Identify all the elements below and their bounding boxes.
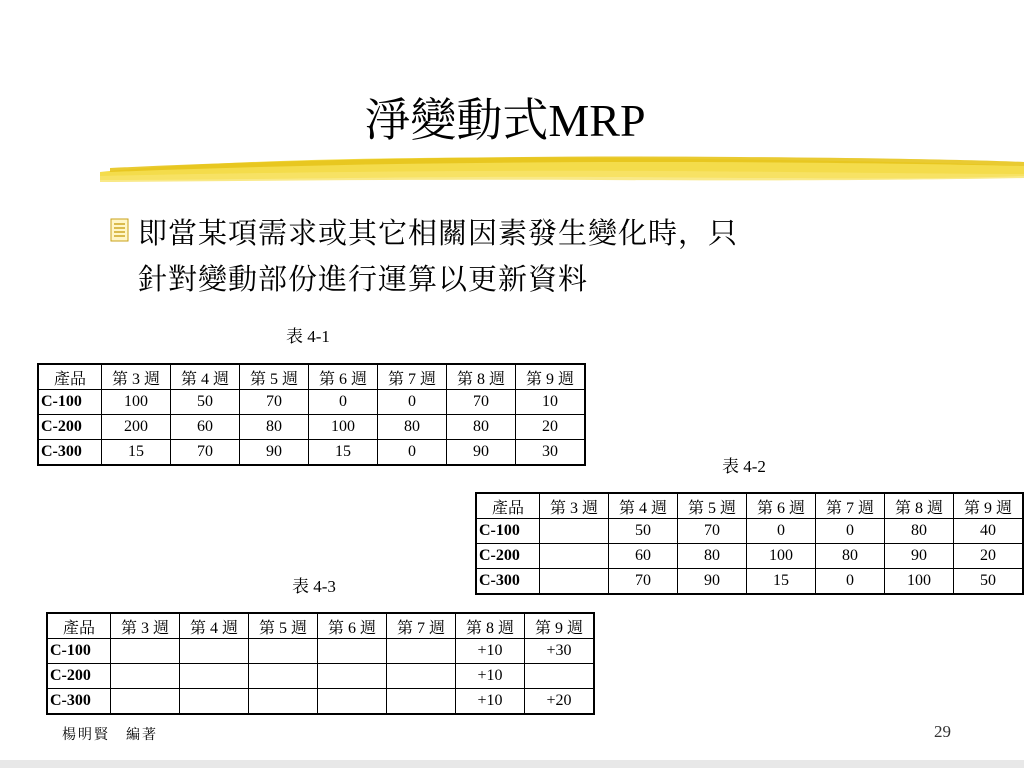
quantity-cell bbox=[387, 689, 456, 715]
table-row bbox=[38, 390, 585, 415]
column-header-week: 第 4 週 bbox=[171, 364, 240, 390]
table1-caption: 表 4-1 bbox=[286, 327, 330, 346]
quantity-cell: 90 bbox=[240, 440, 309, 466]
column-header-week: 第 5 週 bbox=[678, 493, 747, 519]
quantity-cell: +30 bbox=[525, 639, 595, 664]
quantity-cell: 40 bbox=[954, 519, 1024, 544]
quantity-cell: 15 bbox=[102, 440, 171, 466]
quantity-cell: 10 bbox=[516, 390, 586, 415]
quantity-cell: 50 bbox=[954, 569, 1024, 595]
quantity-cell: 200 bbox=[102, 415, 171, 440]
quantity-cell: 90 bbox=[678, 569, 747, 595]
column-header-week: 第 9 週 bbox=[516, 364, 586, 390]
bottom-divider bbox=[0, 760, 1024, 768]
column-header-week: 第 4 週 bbox=[609, 493, 678, 519]
slide-title bbox=[0, 90, 1010, 151]
quantity-cell: 20 bbox=[954, 544, 1024, 569]
table-row bbox=[476, 544, 1023, 569]
quantity-cell: 0 bbox=[747, 519, 816, 544]
column-header-week: 第 8 週 bbox=[885, 493, 954, 519]
column-header-product: 產品 bbox=[476, 493, 540, 519]
column-header-week: 第 7 週 bbox=[387, 613, 456, 639]
quantity-cell: 100 bbox=[885, 569, 954, 595]
column-header-week: 第 3 週 bbox=[102, 364, 171, 390]
quantity-cell: 100 bbox=[309, 415, 378, 440]
table-row bbox=[38, 415, 585, 440]
bullet-line-1: 即當某項需求或其它相關因素發生變化時，只 bbox=[138, 216, 739, 250]
product-cell: C-300 bbox=[38, 440, 102, 466]
quantity-cell bbox=[111, 689, 180, 715]
quantity-cell: 70 bbox=[240, 390, 309, 415]
quantity-cell: 70 bbox=[171, 440, 240, 466]
table-row bbox=[47, 664, 594, 689]
quantity-cell bbox=[111, 639, 180, 664]
quantity-cell bbox=[318, 664, 387, 689]
quantity-cell: 0 bbox=[816, 519, 885, 544]
quantity-cell: 60 bbox=[609, 544, 678, 569]
quantity-cell: 0 bbox=[378, 440, 447, 466]
column-header-week: 第 7 週 bbox=[816, 493, 885, 519]
quantity-cell: 80 bbox=[447, 415, 516, 440]
quantity-cell bbox=[111, 664, 180, 689]
table-4-2 bbox=[475, 492, 1024, 595]
product-cell: C-100 bbox=[476, 519, 540, 544]
product-cell: C-300 bbox=[476, 569, 540, 595]
table-4-1 bbox=[37, 363, 586, 466]
quantity-cell: 80 bbox=[678, 544, 747, 569]
page-number: 29 bbox=[934, 722, 951, 741]
table-header-row bbox=[476, 493, 1023, 519]
column-header-week: 第 9 週 bbox=[525, 613, 595, 639]
quantity-cell bbox=[180, 664, 249, 689]
quantity-cell bbox=[249, 664, 318, 689]
column-header-week: 第 3 週 bbox=[540, 493, 609, 519]
quantity-cell: +10 bbox=[456, 664, 525, 689]
quantity-cell bbox=[249, 689, 318, 715]
quantity-cell: 80 bbox=[240, 415, 309, 440]
quantity-cell bbox=[318, 689, 387, 715]
column-header-week: 第 6 週 bbox=[318, 613, 387, 639]
quantity-cell bbox=[249, 639, 318, 664]
quantity-cell: 30 bbox=[516, 440, 586, 466]
quantity-cell: 0 bbox=[378, 390, 447, 415]
table-header-row bbox=[38, 364, 585, 390]
author-credit: 楊明賢 編著 bbox=[62, 727, 158, 743]
column-header-week: 第 5 週 bbox=[249, 613, 318, 639]
quantity-cell: +10 bbox=[456, 689, 525, 715]
quantity-cell: 15 bbox=[309, 440, 378, 466]
quantity-cell: 100 bbox=[102, 390, 171, 415]
quantity-cell bbox=[180, 689, 249, 715]
title-latin: MRP bbox=[548, 95, 646, 146]
notepad-bullet-icon bbox=[110, 218, 129, 242]
bullet-line-2: 針對變動部份進行運算以更新資料 bbox=[138, 262, 589, 296]
quantity-cell: 70 bbox=[447, 390, 516, 415]
product-cell: C-200 bbox=[38, 415, 102, 440]
table2-caption: 表 4-2 bbox=[722, 457, 766, 476]
quantity-cell bbox=[318, 639, 387, 664]
column-header-week: 第 6 週 bbox=[747, 493, 816, 519]
quantity-cell: 70 bbox=[609, 569, 678, 595]
quantity-cell: 20 bbox=[516, 415, 586, 440]
product-cell: C-200 bbox=[47, 664, 111, 689]
quantity-cell: 100 bbox=[747, 544, 816, 569]
bullet-text bbox=[138, 210, 990, 302]
quantity-cell: 50 bbox=[171, 390, 240, 415]
column-header-product: 產品 bbox=[38, 364, 102, 390]
quantity-cell: 0 bbox=[309, 390, 378, 415]
product-cell: C-300 bbox=[47, 689, 111, 715]
quantity-cell: 80 bbox=[378, 415, 447, 440]
quantity-cell: +10 bbox=[456, 639, 525, 664]
quantity-cell bbox=[525, 664, 595, 689]
product-cell: C-200 bbox=[476, 544, 540, 569]
quantity-cell: 0 bbox=[816, 569, 885, 595]
column-header-week: 第 8 週 bbox=[447, 364, 516, 390]
quantity-cell: 90 bbox=[447, 440, 516, 466]
quantity-cell bbox=[540, 569, 609, 595]
product-cell: C-100 bbox=[38, 390, 102, 415]
quantity-cell: 80 bbox=[816, 544, 885, 569]
quantity-cell: +20 bbox=[525, 689, 595, 715]
quantity-cell: 60 bbox=[171, 415, 240, 440]
quantity-cell bbox=[387, 664, 456, 689]
quantity-cell bbox=[540, 544, 609, 569]
column-header-week: 第 7 週 bbox=[378, 364, 447, 390]
quantity-cell bbox=[387, 639, 456, 664]
quantity-cell bbox=[540, 519, 609, 544]
table-4-3 bbox=[46, 612, 595, 715]
quantity-cell: 15 bbox=[747, 569, 816, 595]
product-cell: C-100 bbox=[47, 639, 111, 664]
table-header-row bbox=[47, 613, 594, 639]
table-row bbox=[476, 569, 1023, 595]
title-cjk: 淨變動式 bbox=[364, 93, 549, 147]
table-row bbox=[476, 519, 1023, 544]
column-header-week: 第 3 週 bbox=[111, 613, 180, 639]
title-underline-brush-stroke bbox=[100, 150, 1024, 186]
column-header-week: 第 9 週 bbox=[954, 493, 1024, 519]
bullet-point bbox=[110, 210, 990, 302]
quantity-cell: 80 bbox=[885, 519, 954, 544]
quantity-cell: 90 bbox=[885, 544, 954, 569]
column-header-product: 產品 bbox=[47, 613, 111, 639]
column-header-week: 第 5 週 bbox=[240, 364, 309, 390]
column-header-week: 第 6 週 bbox=[309, 364, 378, 390]
table-row bbox=[47, 639, 594, 664]
column-header-week: 第 4 週 bbox=[180, 613, 249, 639]
column-header-week: 第 8 週 bbox=[456, 613, 525, 639]
quantity-cell: 70 bbox=[678, 519, 747, 544]
table-row bbox=[47, 689, 594, 715]
quantity-cell bbox=[180, 639, 249, 664]
table-row bbox=[38, 440, 585, 466]
quantity-cell: 50 bbox=[609, 519, 678, 544]
table3-caption: 表 4-3 bbox=[292, 577, 336, 596]
